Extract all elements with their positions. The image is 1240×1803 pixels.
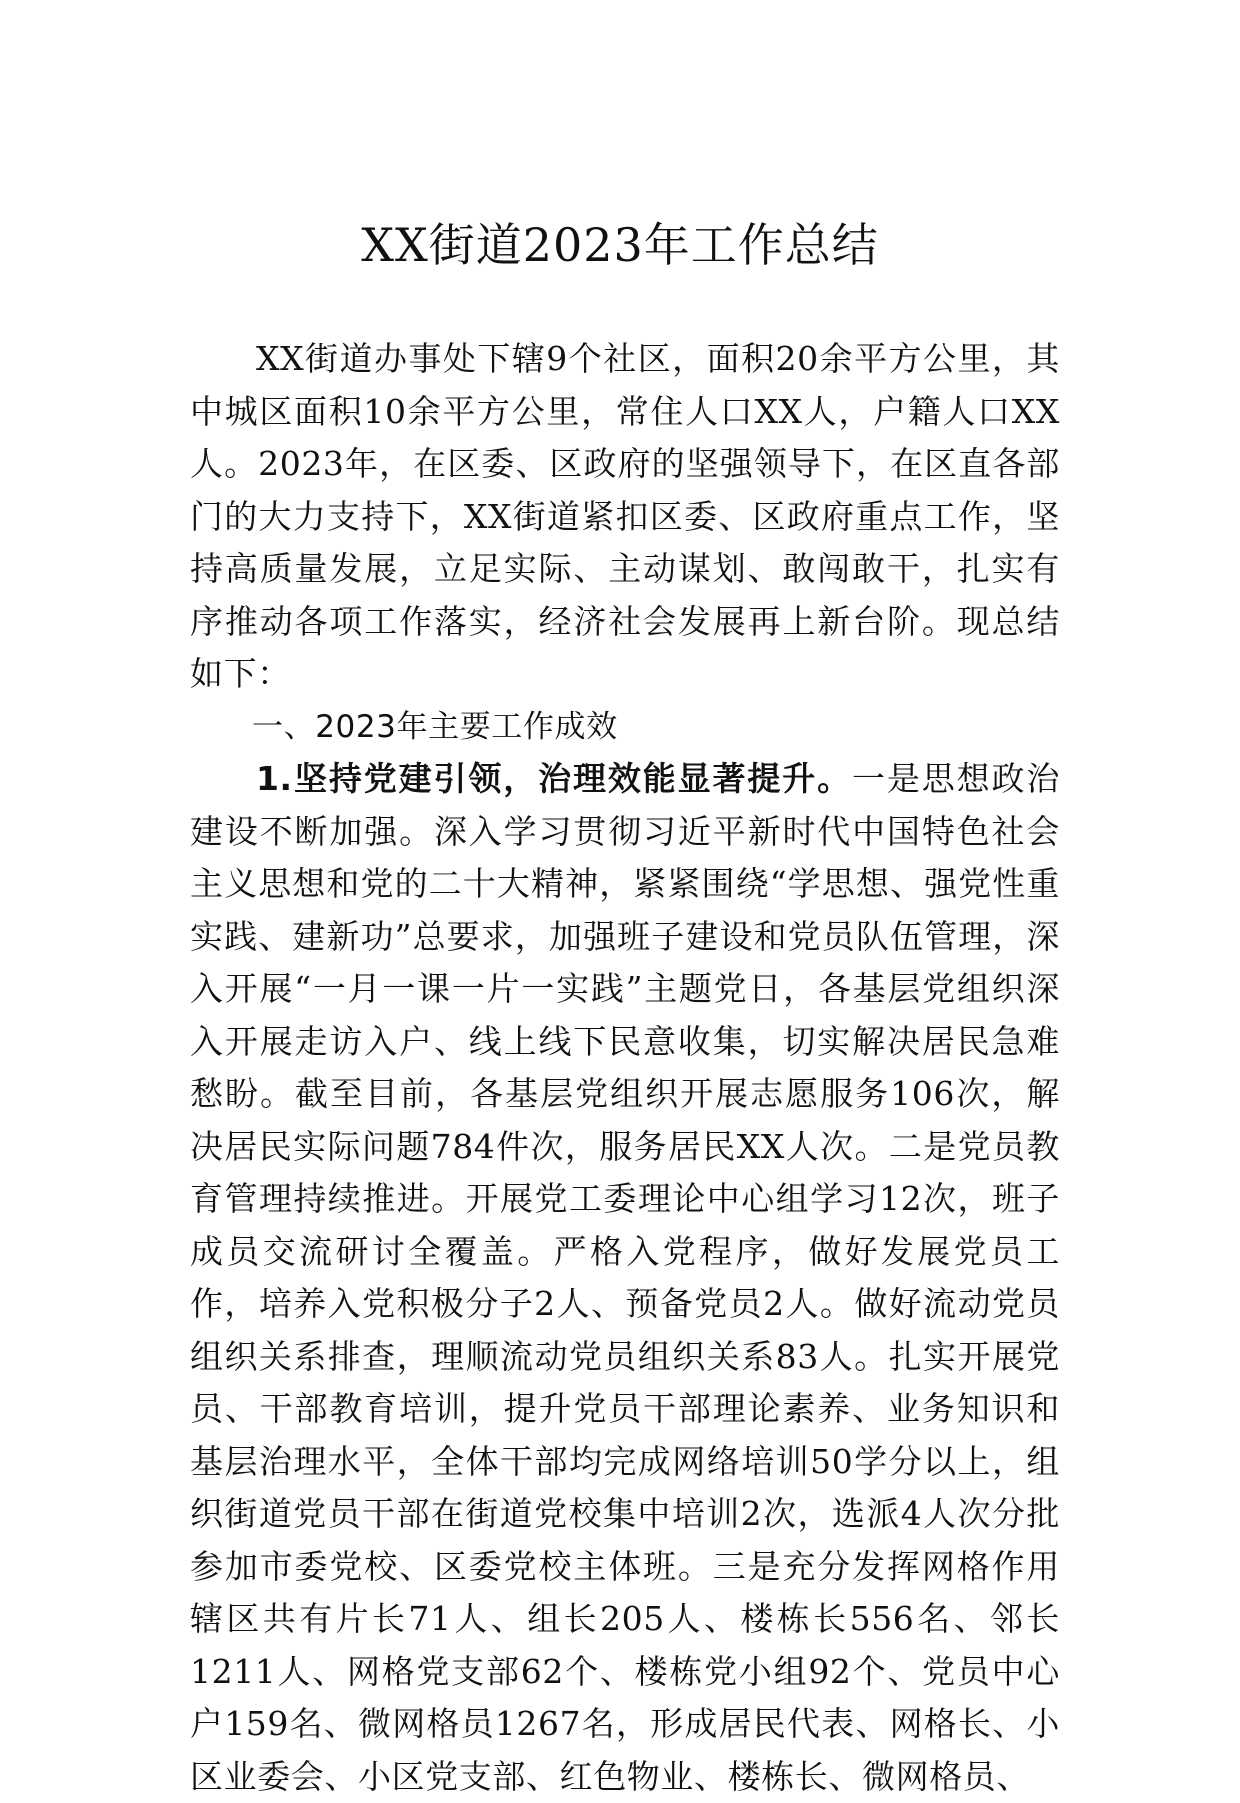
item1-body: 一是思想政治建设不断加强。深入学习贯彻习近平新时代中国特色社会主义思想和党的二十大精神，紧紧围绕“学思想、强党性重实践、建新功”总要求，加强班子建设和党员队伍管理，深入开展“一月一课一片一实践”主题党日，各基层党组织深入开展走访入户、线上线下民意收集，切实解决居民急难愁盼。截至目前，各基层党组织开展志愿服务106次，解决居民实际问题784件次，服务居民XX人次。二是党员教育管理持续推进。开展党工委理论中心组学习12次，班子成员交流研讨全覆盖。严格入党程序，做好发展党员工作，培养入党积极分子2人、预备党员2人。做好流动党员组织关系排查，理顺流动党员组织关系83人。扎实开展党员、干部教育培训，提升党员干部理论素养、业务知识和基层治理水平，全体干部均完成网络培训50学分以上，组织街道党员干部在街道党校集中培训2次，选派4人次分批参加市委党校、区委党校主体班。三是充分发挥网格作用辖区共有片长71人、组长205人、楼栋长556名、邻长1211人、网格党支部62个、楼栋党小组92个、党员中心户159名、微网格员1267名，形成居民代表、网格长、小区业委会、小区党支部、红色物业、楼栋长、微网格员、 (190, 759, 1060, 1796)
document-title: XX街道2023年工作总结 (361, 218, 879, 272)
section-heading: 一、2023年主要工作成效 (252, 708, 618, 745)
document-body (190, 333, 1060, 1803)
intro-paragraph: XX街道办事处下辖9个社区，面积20余平方公里，其中城区面积10余平方公里，常住人口XX人，户籍人口XX人。2023年，在区委、区政府的坚强领导下，在区直各部门的大力支持下，XX街道紧扣区委、区政府重点工作，坚持高质量发展，立足实际、主动谋划、敢闯敢干，扎实有序推动各项工作落实，经济社会发展再上新台阶。现总结如下： (190, 339, 1060, 693)
item1-paragraph (190, 753, 1060, 1803)
item1-lead: 1.坚持党建引领，治理效能显著提升。 (256, 759, 852, 798)
